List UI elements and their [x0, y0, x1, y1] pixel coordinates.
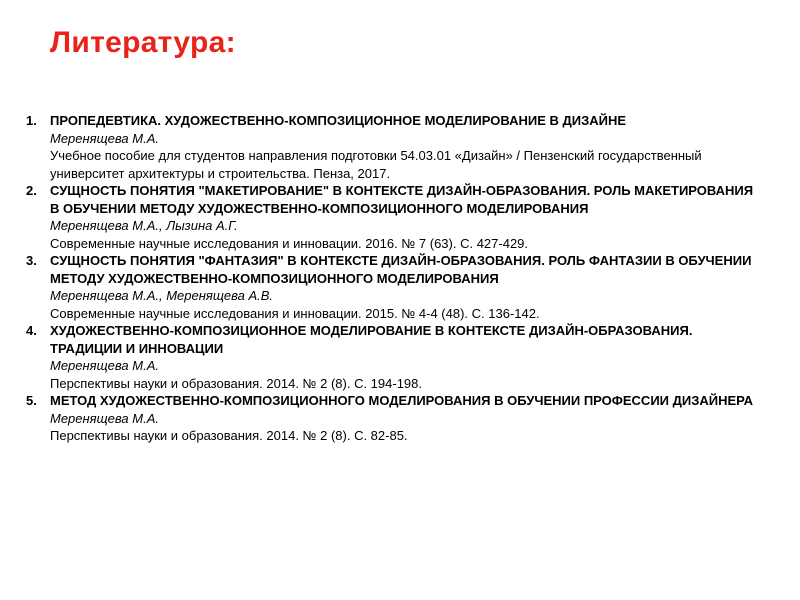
reference-item-5 — [26, 392, 766, 445]
reference-number: 5. — [26, 393, 37, 408]
reference-title: ПРОПЕДЕВТИКА. ХУДОЖЕСТВЕННО-КОМПОЗИЦИОННОЕ МОДЕЛИРОВАНИЕ В ДИЗАЙНЕ — [50, 113, 627, 128]
reference-item-4 — [26, 322, 766, 392]
reference-item-3 — [26, 252, 766, 322]
reference-number: 1. — [26, 113, 37, 128]
reference-title: СУЩНОСТЬ ПОНЯТИЯ "МАКЕТИРОВАНИЕ" В КОНТЕКСТЕ ДИЗАЙН-ОБРАЗОВАНИЯ. РОЛЬ МАКЕТИРОВАНИЯ В ОБУЧЕНИИ МЕТОДУ ХУДОЖЕСТВЕННО-КОМПОЗИЦИОННОГО МОДЕЛИРОВАНИЯ — [50, 183, 754, 216]
reference-source: Современные научные исследования и инновации. 2016. № 7 (63). С. 427-429. — [50, 235, 529, 251]
reference-item-1 — [26, 112, 766, 182]
reference-authors: Меренящева М.А. — [50, 358, 159, 373]
reference-number: 2. — [26, 183, 37, 198]
reference-authors: Меренящева М.А., Лызина А.Г. — [50, 218, 238, 233]
reference-title: СУЩНОСТЬ ПОНЯТИЯ "ФАНТАЗИЯ" В КОНТЕКСТЕ ДИЗАЙН-ОБРАЗОВАНИЯ. РОЛЬ ФАНТАЗИИ В ОБУЧЕНИИ МЕТОДУ ХУДОЖЕСТВЕННО-КОМПОЗИЦИОННОГО МОДЕЛИРОВАНИЯ — [50, 253, 752, 286]
reference-number: 3. — [26, 253, 37, 268]
reference-title: МЕТОД ХУДОЖЕСТВЕННО-КОМПОЗИЦИОННОГО МОДЕЛИРОВАНИЯ В ОБУЧЕНИИ ПРОФЕССИИ ДИЗАЙНЕРА — [50, 393, 754, 408]
reference-authors: Меренящева М.А. — [50, 130, 159, 146]
reference-title: ХУДОЖЕСТВЕННО-КОМПОЗИЦИОННОЕ МОДЕЛИРОВАНИЕ В КОНТЕКСТЕ ДИЗАЙН-ОБРАЗОВАНИЯ. ТРАДИЦИИ И ИННОВАЦИИ — [50, 323, 693, 356]
reference-source: Современные научные исследования и инновации. 2015. № 4-4 (48). С. 136-142. — [50, 305, 540, 321]
reference-item-2 — [26, 182, 766, 252]
reference-source: Перспективы науки и образования. 2014. № 2 (8). С. 82-85. — [50, 428, 408, 443]
reference-list — [26, 112, 766, 445]
reference-number: 4. — [26, 323, 37, 338]
reference-source: Перспективы науки и образования. 2014. № 2 (8). С. 194-198. — [50, 375, 422, 391]
page-title: Литература: — [50, 26, 236, 59]
reference-authors: Меренящева М.А., Меренящева А.В. — [50, 288, 274, 303]
reference-source: Учебное пособие для студентов направления подготовки 54.03.01 «Дизайн» / Пензенский государственный университет архитектуры и строительства. Пенза, 2017. — [50, 148, 702, 181]
reference-authors: Меренящева М.А. — [50, 410, 159, 426]
